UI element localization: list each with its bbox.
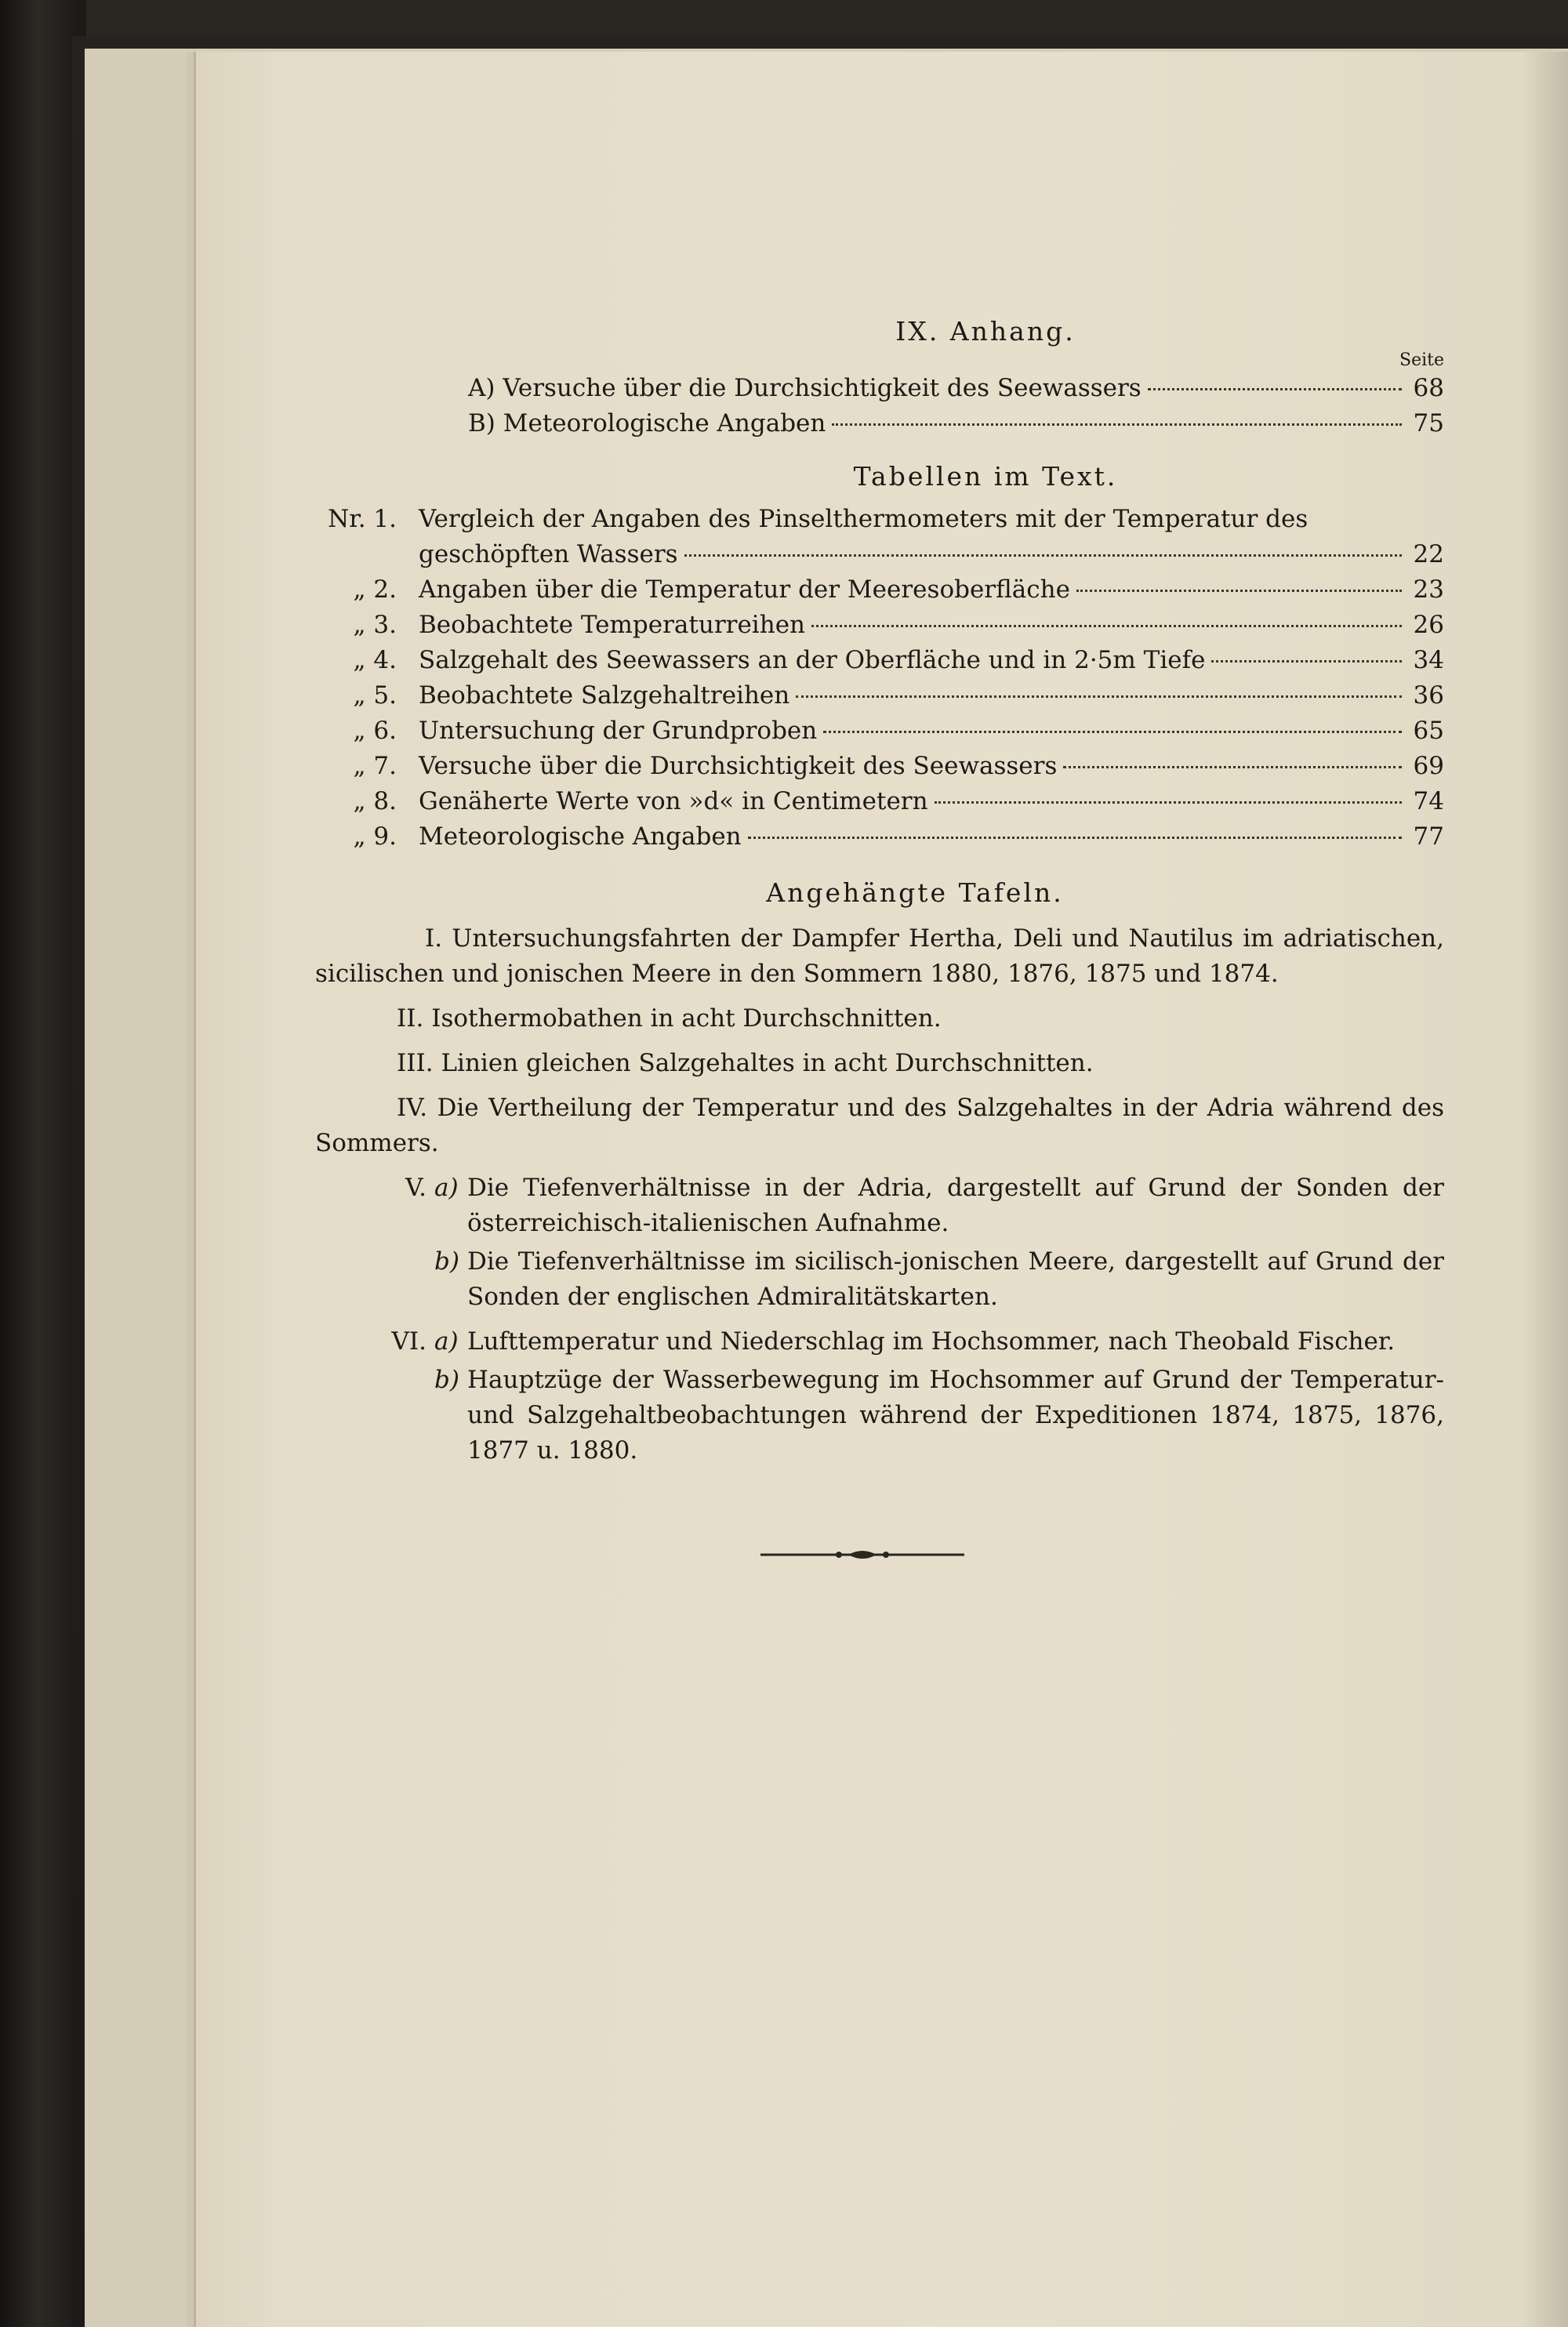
plate-3: III. Linien gleichen Salzgehaltes in acht Durchschnitten. xyxy=(397,1049,1094,1077)
table-entry-label: Beobachtete Temperaturreihen xyxy=(419,611,806,639)
plate-5b: b) Die Tiefenverhältnisse im sicilisch-jonischen Meere, dargestellt auf Grund der Sonden der englischen Admiralitätskarten. xyxy=(434,1247,1444,1311)
plate-1: I. Untersuchungsfahrten der Dampfer Hertha, Deli und Nautilus im adriatischen, sicilischen und jonischen Meere in den Sommern 1880, 1876, 1875 und 1874. xyxy=(315,924,1444,988)
leader-dots xyxy=(1148,388,1402,390)
leader-dots xyxy=(684,554,1402,557)
plate-6-number: VI. xyxy=(391,1327,426,1356)
table-number: „ 8. xyxy=(353,787,397,815)
toc-entry xyxy=(468,406,1444,441)
anhang-heading: IX. Anhang. xyxy=(895,316,1076,347)
table-entry xyxy=(315,784,1444,819)
table-entry xyxy=(315,713,1444,749)
leader-dots xyxy=(796,695,1402,698)
table-entry xyxy=(315,819,1444,855)
toc-entry-page: 75 xyxy=(1413,409,1444,437)
table-entry-page: 23 xyxy=(1413,575,1444,604)
plate-6 xyxy=(315,1324,1444,1468)
tafeln-section xyxy=(315,875,1444,1468)
toc-entry-label: B) Meteorologische Angaben xyxy=(468,409,826,437)
table-number: „ 5. xyxy=(353,681,397,710)
table-entry-page: 22 xyxy=(1413,540,1444,568)
plate-4: IV. Die Vertheilung der Temperatur und des Salzgehaltes in der Adria während des Sommers. xyxy=(315,1094,1444,1157)
toc-entry xyxy=(468,371,1444,406)
table-entry xyxy=(315,608,1444,643)
table-number: „ 2. xyxy=(353,575,397,604)
table-entry-page: 36 xyxy=(1413,681,1444,710)
table-number: „ 4. xyxy=(353,646,397,674)
table-entry xyxy=(315,502,1444,537)
table-number: „ 9. xyxy=(353,822,397,851)
plate-6a: a) Lufttemperatur und Niederschlag im Hochsommer, nach Theobald Fischer. xyxy=(434,1327,1396,1356)
table-entry-page: 65 xyxy=(1413,717,1444,745)
table-entry xyxy=(315,678,1444,713)
anhang-list xyxy=(386,371,1444,441)
table-number: „ 3. xyxy=(353,611,397,639)
table-entry-label: Genäherte Werte von »d« in Centimetern xyxy=(419,787,928,815)
table-entry-label: Versuche über die Durchsichtigkeit des Seewassers xyxy=(419,752,1058,780)
table-entry-page: 69 xyxy=(1413,752,1444,780)
table-entry-page: 34 xyxy=(1413,646,1444,674)
table-entry-page: 26 xyxy=(1413,611,1444,639)
table-list xyxy=(315,502,1444,855)
table-number: „ 7. xyxy=(353,752,397,780)
table-entry-label: Untersuchung der Grundproben xyxy=(419,717,818,745)
end-ornament xyxy=(760,1548,964,1561)
plate-5a: a) Die Tiefenverhältnisse in der Adria, dargestellt auf Grund der Sonden der österreichisch-italienischen Aufnahme. xyxy=(434,1174,1444,1237)
table-entry xyxy=(315,749,1444,784)
anhang-section xyxy=(386,314,1444,441)
table-number: Nr. 1. xyxy=(328,505,397,533)
table-entry-line1: Vergleich der Angaben des Pinselthermometers mit der Temperatur des xyxy=(419,505,1308,533)
table-entry-label: Meteorologische Angaben xyxy=(419,822,742,851)
table-entry-page: 74 xyxy=(1413,787,1444,815)
table-entry-continuation xyxy=(315,537,1444,572)
seite-label: Seite xyxy=(1399,350,1444,370)
leader-dots xyxy=(1076,590,1402,592)
table-entry xyxy=(315,643,1444,678)
leader-dots xyxy=(823,731,1402,733)
plate-5-number: V. xyxy=(405,1174,426,1202)
leader-dots xyxy=(1063,766,1402,768)
table-entry-label: Angaben über die Temperatur der Meeresoberfläche xyxy=(419,575,1070,604)
toc-entry-label: A) Versuche über die Durchsichtigkeit des Seewassers xyxy=(468,374,1142,402)
page-content xyxy=(315,314,1444,1468)
plate-2: II. Isothermobathen in acht Durchschnitten. xyxy=(397,1004,942,1033)
leader-dots xyxy=(748,837,1402,839)
leader-dots xyxy=(935,801,1402,804)
leader-dots xyxy=(832,423,1402,426)
leader-dots xyxy=(1211,660,1402,663)
tafeln-heading: Angehängte Tafeln. xyxy=(766,877,1064,908)
table-entry xyxy=(315,572,1444,608)
table-number: „ 6. xyxy=(353,717,397,745)
table-entry-label: Salzgehalt des Seewassers an der Oberfläche und in 2·5m Tiefe xyxy=(419,646,1206,674)
tabellen-section xyxy=(328,459,1444,855)
table-entry-label: geschöpften Wassers xyxy=(419,540,678,568)
table-entry-label: Beobachtete Salzgehaltreihen xyxy=(419,681,790,710)
tabellen-heading: Tabellen im Text. xyxy=(853,461,1118,492)
leader-dots xyxy=(811,625,1402,627)
plate-6b: b) Hauptzüge der Wasserbewegung im Hochsommer auf Grund der Temperatur- und Salzgehaltbeobachtungen während der Expeditionen 1874, 1875, 1876, 1877 u. 1880. xyxy=(434,1366,1444,1465)
table-entry-page: 77 xyxy=(1413,822,1444,851)
toc-entry-page: 68 xyxy=(1413,374,1444,402)
page-gutter-shadow xyxy=(1521,52,1568,2327)
plate-5 xyxy=(315,1171,1444,1315)
